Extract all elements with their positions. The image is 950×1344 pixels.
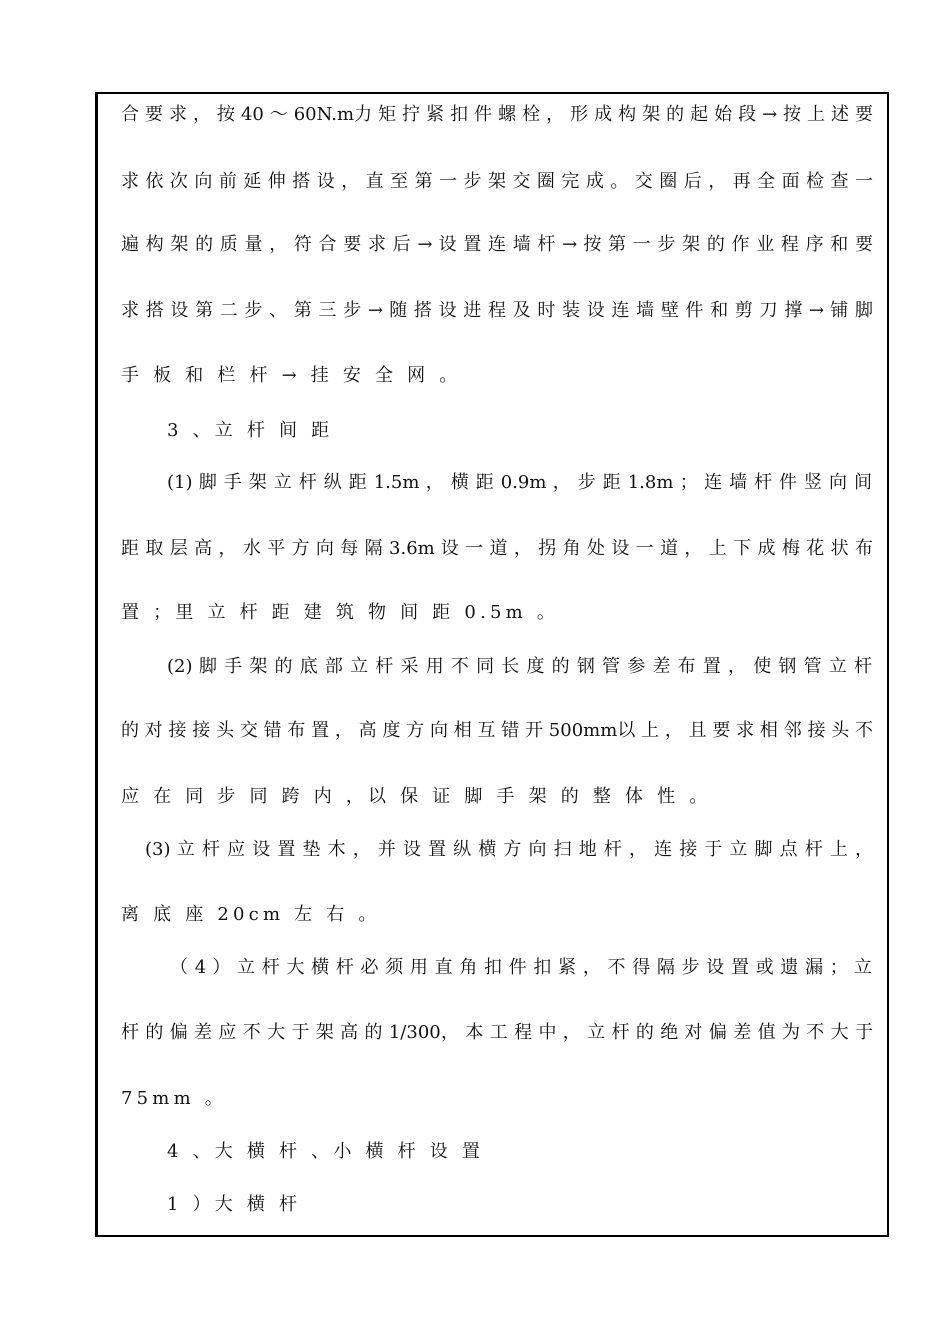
text-line-5: 手 板 和 栏 杆 → 挂 安 全 网 。 [121, 365, 462, 386]
text-line-4: 求 搭 设 第 二 步 、 第 三 步 → 随 搭 设 进 程 及 时 装 设 连 墙 壁 件 和 剪 刀 撑 → 铺 脚 [121, 300, 873, 321]
section-heading-4: 4 、大 横 杆 、小 横 杆 设 置 [167, 1141, 485, 1162]
text-line-11: 的 对 接 接 头 交 错 布 置 ， 高 度 方 向 相 互 错 开 500mm以 上 ， 且 要 求 相 邻 接 头 不 [121, 720, 873, 741]
text-line-1: 合 要 求 ， 按 40 ～ 60N.m力 矩 拧 紧 扣 件 螺 栓 ， 形 成 构 架 的 起 始 段 → 按 上 述 要 [121, 104, 873, 125]
text-line-2: 求 依 次 向 前 延 伸 搭 设 ， 直 至 第 一 步 架 交 圈 完 成 。 交 圈 后 ， 再 全 面 检 查 一 [121, 171, 873, 192]
subsection-heading-1: 1 ）大 横 杆 [167, 1194, 302, 1215]
text-line-15: （ 4 ） 立 杆 大 横 杆 必 须 用 直 角 扣 件 扣 紧 ， 不 得 隔 步 设 置 或 遗 漏 ； 立 [170, 957, 873, 978]
text-line-12: 应 在 同 步 同 跨 内 ，以 保 证 脚 手 架 的 整 体 性 。 [121, 786, 712, 807]
text-line-14: 离 底 座 20cm 左 右 。 [121, 904, 381, 925]
text-line-3: 遍 构 架 的 质 量 ， 符 合 要 求 后 → 设 置 连 墙 杆 → 按 第 一 步 架 的 作 业 程 序 和 要 [121, 234, 873, 255]
text-line-17: 75mm 。 [121, 1088, 227, 1109]
section-heading-3: 3 、立 杆 间 距 [167, 420, 334, 441]
text-line-13: (3) 立 杆 应 设 置 垫 木 ， 并 设 置 纵 横 方 向 扫 地 杆 ， 连 接 于 立 脚 点 杆 上 ， [145, 839, 873, 860]
text-line-10: (2) 脚 手 架 的 底 部 立 杆 采 用 不 同 长 度 的 钢 管 参 差 布 置 ， 使 钢 管 立 杆 [167, 656, 872, 677]
text-line-8: 距 取 层 高 ， 水 平 方 向 每 隔 3.6m 设 一 道 ， 拐 角 处 设 一 道 ， 上 下 成 梅 花 状 布 [121, 538, 873, 559]
text-line-7: (1) 脚 手 架 立 杆 纵 距 1.5m ， 横 距 0.9m ， 步 距 1.8m ； 连 墙 杆 件 竖 向 间 [167, 472, 872, 493]
text-line-9: 置 ；里 立 杆 距 建 筑 物 间 距 0.5m 。 [121, 602, 560, 623]
text-line-16: 杆 的 偏 差 应 不 大 于 架 高 的 1/300， 本 工 程 中 ， 立 杆 的 绝 对 偏 差 值 为 不 大 于 [121, 1022, 873, 1043]
